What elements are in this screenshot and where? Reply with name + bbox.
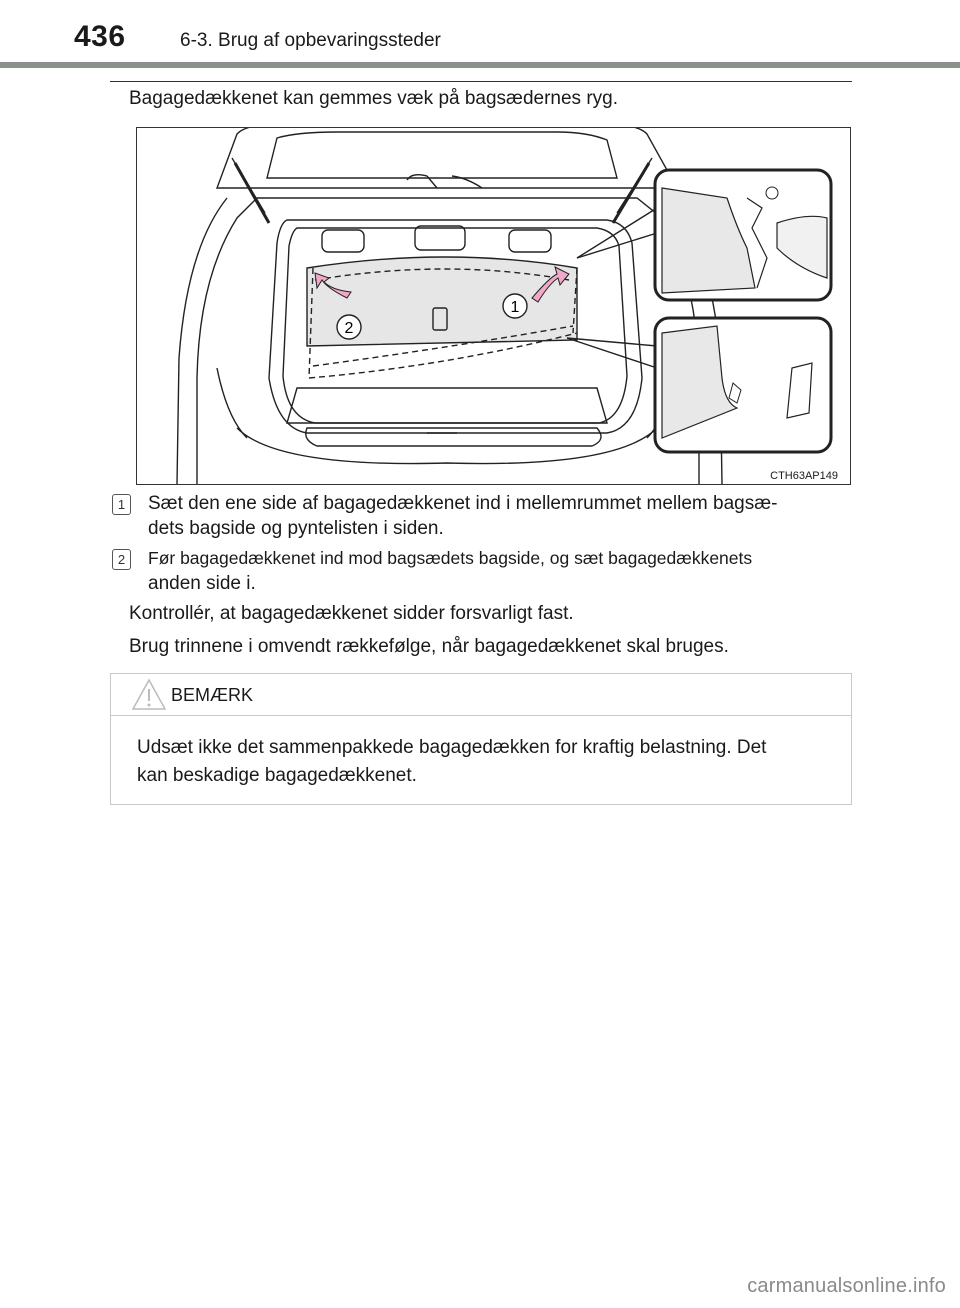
notice-line-2: kan beskadige bagagedækkenet. bbox=[137, 765, 417, 786]
content-divider bbox=[110, 81, 852, 82]
notice-line-1: Udsæt ikke det sammenpakkede bagagedækken for kraftig belastning. Det bbox=[137, 737, 767, 758]
step-1-badge: 1 bbox=[112, 494, 131, 515]
header-divider bbox=[0, 62, 960, 68]
figure-code: CTH63AP149 bbox=[770, 470, 838, 482]
page-header bbox=[0, 0, 960, 64]
step-2-line-1: Før bagagedækkenet ind mod bagsædets bagside, og sæt bagagedækkenets bbox=[148, 548, 753, 568]
step-2-line-2: anden side i. bbox=[148, 573, 256, 594]
notice-box bbox=[110, 673, 852, 805]
callout-2-label: 2 bbox=[344, 320, 354, 337]
intro-text: Bagagedækkenet kan gemmes væk på bagsædernes ryg. bbox=[129, 88, 618, 109]
step-2-text bbox=[148, 546, 852, 596]
reverse-steps-paragraph: Brug trinnene i omvendt rækkefølge, når bagagedækkenet skal bruges. bbox=[129, 636, 729, 657]
step-2-badge: 2 bbox=[112, 549, 131, 570]
page-number: 436 bbox=[74, 20, 126, 53]
section-title: 6-3. Brug af opbevaringssteder bbox=[180, 30, 441, 51]
check-paragraph: Kontrollér, at bagagedækkenet sidder forsvarligt fast. bbox=[129, 603, 574, 624]
car-trunk-drawing bbox=[137, 128, 850, 484]
notice-title: BEMÆRK bbox=[171, 685, 254, 705]
detail-inset-top bbox=[655, 170, 831, 300]
warning-triangle-icon bbox=[131, 678, 167, 712]
step-1-text bbox=[148, 491, 852, 541]
step-1-line-2: dets bagside og pyntelisten i siden. bbox=[148, 518, 444, 539]
callout-1-label: 1 bbox=[510, 299, 520, 316]
cargo-cover-illustration bbox=[136, 127, 851, 485]
step-1-line-1: Sæt den ene side af bagagedækkenet ind i mellemrummet mellem bagsæ- bbox=[148, 493, 778, 514]
detail-inset-bottom bbox=[655, 318, 831, 452]
notice-header bbox=[111, 674, 851, 716]
notice-body bbox=[137, 734, 839, 790]
watermark: carmanualsonline.info bbox=[747, 1275, 946, 1297]
